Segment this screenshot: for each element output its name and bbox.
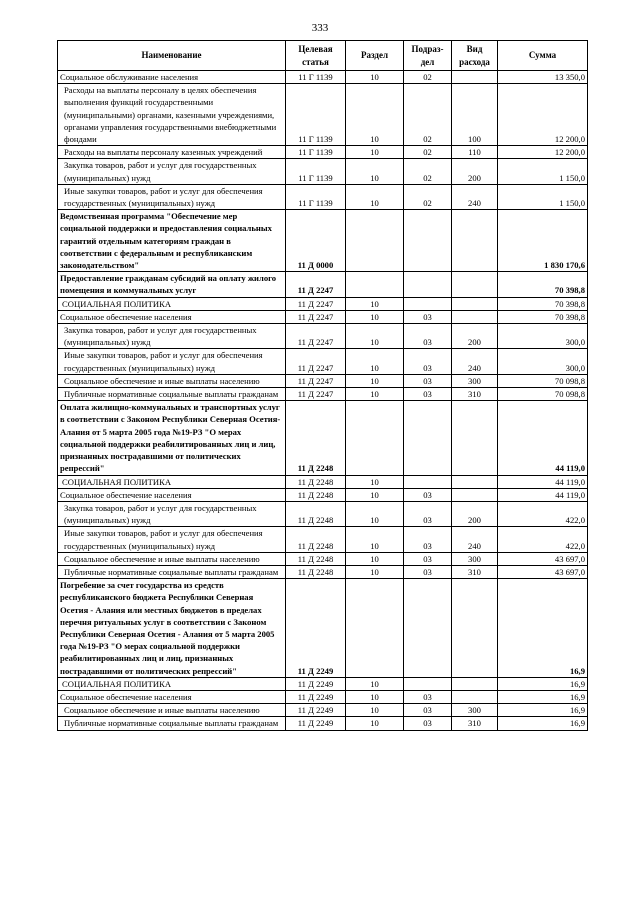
cell-subsection: 03 bbox=[404, 704, 452, 717]
cell-name: Иные закупки товаров, работ и услуг для обеспечения государственных (муниципальных) нужд bbox=[58, 349, 286, 374]
cell-name: Социальное обеспечение населения bbox=[58, 310, 286, 323]
cell-expense-type: 240 bbox=[452, 184, 498, 209]
table-row bbox=[58, 84, 588, 146]
table-row bbox=[58, 349, 588, 374]
cell-expense-type: 200 bbox=[452, 501, 498, 526]
cell-amount: 43 697,0 bbox=[498, 565, 588, 578]
header-subsection: Подраз- дел bbox=[404, 41, 452, 71]
cell-subsection: 02 bbox=[404, 84, 452, 146]
cell-subsection: 03 bbox=[404, 488, 452, 501]
cell-subsection: 03 bbox=[404, 388, 452, 401]
cell-name: СОЦИАЛЬНАЯ ПОЛИТИКА bbox=[58, 677, 286, 690]
cell-name: Оплата жилищно-коммунальных и транспортных услуг в соответствии с Законом Республики Северная Осетия-Алания от 5 марта 2005 года №19-РЗ "О мерах социальной поддержки реабилитированных лиц и лиц, признанных пострадавшими от политических репрессий" bbox=[58, 401, 286, 475]
header-expense-type: Вид расхода bbox=[452, 41, 498, 71]
cell-name: Социальное обеспечение населения bbox=[58, 488, 286, 501]
cell-target: 11 Д 2248 bbox=[286, 565, 346, 578]
table-row bbox=[58, 272, 588, 297]
table-row bbox=[58, 374, 588, 387]
cell-amount: 12 200,0 bbox=[498, 84, 588, 146]
cell-amount: 1 150,0 bbox=[498, 159, 588, 184]
cell-target: 11 Д 2247 bbox=[286, 297, 346, 310]
cell-section: 10 bbox=[346, 704, 404, 717]
cell-expense-type: 310 bbox=[452, 565, 498, 578]
cell-amount: 16,9 bbox=[498, 579, 588, 678]
cell-section: 10 bbox=[346, 310, 404, 323]
cell-target: 11 Д 2249 bbox=[286, 704, 346, 717]
table-row bbox=[58, 690, 588, 703]
cell-target: 11 Д 2249 bbox=[286, 717, 346, 730]
header-target: Целевая статья bbox=[286, 41, 346, 71]
cell-subsection: 02 bbox=[404, 146, 452, 159]
cell-name: Иные закупки товаров, работ и услуг для обеспечения государственных (муниципальных) нужд bbox=[58, 527, 286, 552]
cell-expense-type bbox=[452, 210, 498, 272]
cell-target: 11 Д 2247 bbox=[286, 349, 346, 374]
cell-expense-type: 240 bbox=[452, 527, 498, 552]
cell-subsection: 03 bbox=[404, 324, 452, 349]
cell-amount: 70 398,8 bbox=[498, 297, 588, 310]
cell-subsection: 02 bbox=[404, 184, 452, 209]
table-row bbox=[58, 324, 588, 349]
cell-target: 11 Д 2249 bbox=[286, 690, 346, 703]
cell-name: Публичные нормативные социальные выплаты гражданам bbox=[58, 717, 286, 730]
cell-section: 10 bbox=[346, 565, 404, 578]
cell-subsection bbox=[404, 297, 452, 310]
cell-subsection bbox=[404, 579, 452, 678]
cell-name: Социальное обеспечение населения bbox=[58, 690, 286, 703]
cell-target: 11 Д 2248 bbox=[286, 552, 346, 565]
cell-section: 10 bbox=[346, 324, 404, 349]
table-row bbox=[58, 159, 588, 184]
cell-amount: 300,0 bbox=[498, 349, 588, 374]
cell-name: Расходы на выплаты персоналу в целях обеспечения выполнения функций государственными (муниципальными) органами, казенными учреждениями, органами управления государственными внебюджетными фондами bbox=[58, 84, 286, 146]
cell-subsection bbox=[404, 475, 452, 488]
cell-section: 10 bbox=[346, 349, 404, 374]
cell-section: 10 bbox=[346, 184, 404, 209]
cell-section bbox=[346, 579, 404, 678]
cell-amount: 70 398,8 bbox=[498, 272, 588, 297]
cell-target: 11 Д 2248 bbox=[286, 401, 346, 475]
cell-amount: 1 150,0 bbox=[498, 184, 588, 209]
header-amount: Сумма bbox=[498, 41, 588, 71]
cell-expense-type: 110 bbox=[452, 146, 498, 159]
cell-section: 10 bbox=[346, 475, 404, 488]
cell-name: Публичные нормативные социальные выплаты гражданам bbox=[58, 565, 286, 578]
cell-target: 11 Г 1139 bbox=[286, 184, 346, 209]
cell-amount: 44 119,0 bbox=[498, 488, 588, 501]
cell-subsection: 03 bbox=[404, 374, 452, 387]
cell-expense-type bbox=[452, 71, 498, 84]
table-row bbox=[58, 71, 588, 84]
cell-name: Социальное обеспечение и иные выплаты населению bbox=[58, 374, 286, 387]
cell-name: Предоставление гражданам субсидий на оплату жилого помещения и коммунальных услуг bbox=[58, 272, 286, 297]
cell-section: 10 bbox=[346, 71, 404, 84]
table-row bbox=[58, 146, 588, 159]
cell-section: 10 bbox=[346, 388, 404, 401]
cell-expense-type bbox=[452, 677, 498, 690]
cell-amount: 70 098,8 bbox=[498, 388, 588, 401]
cell-amount: 16,9 bbox=[498, 717, 588, 730]
cell-name: СОЦИАЛЬНАЯ ПОЛИТИКА bbox=[58, 297, 286, 310]
cell-target: 11 Д 2249 bbox=[286, 677, 346, 690]
cell-amount: 300,0 bbox=[498, 324, 588, 349]
cell-expense-type: 300 bbox=[452, 374, 498, 387]
cell-name: Публичные нормативные социальные выплаты гражданам bbox=[58, 388, 286, 401]
cell-target: 11 Г 1139 bbox=[286, 71, 346, 84]
cell-target: 11 Д 2249 bbox=[286, 579, 346, 678]
table-header-row bbox=[58, 41, 588, 71]
cell-target: 11 Д 2248 bbox=[286, 475, 346, 488]
table-row bbox=[58, 475, 588, 488]
budget-table bbox=[57, 40, 588, 731]
cell-section bbox=[346, 210, 404, 272]
cell-target: 11 Д 2248 bbox=[286, 527, 346, 552]
cell-target: 11 Д 2247 bbox=[286, 374, 346, 387]
table-row bbox=[58, 565, 588, 578]
cell-expense-type: 200 bbox=[452, 159, 498, 184]
table-row bbox=[58, 552, 588, 565]
cell-amount: 70 398,8 bbox=[498, 310, 588, 323]
cell-expense-type bbox=[452, 310, 498, 323]
cell-target: 11 Д 2248 bbox=[286, 501, 346, 526]
table-row bbox=[58, 488, 588, 501]
cell-name: Социальное обеспечение и иные выплаты населению bbox=[58, 552, 286, 565]
cell-name: СОЦИАЛЬНАЯ ПОЛИТИКА bbox=[58, 475, 286, 488]
cell-expense-type bbox=[452, 690, 498, 703]
cell-section: 10 bbox=[346, 297, 404, 310]
cell-expense-type: 310 bbox=[452, 717, 498, 730]
cell-name: Социальное обеспечение и иные выплаты населению bbox=[58, 704, 286, 717]
cell-subsection bbox=[404, 401, 452, 475]
cell-section: 10 bbox=[346, 527, 404, 552]
table-row bbox=[58, 579, 588, 678]
cell-section: 10 bbox=[346, 717, 404, 730]
cell-amount: 13 350,0 bbox=[498, 71, 588, 84]
table-row bbox=[58, 388, 588, 401]
cell-expense-type bbox=[452, 297, 498, 310]
cell-subsection: 03 bbox=[404, 501, 452, 526]
cell-target: 11 Д 2248 bbox=[286, 488, 346, 501]
cell-expense-type bbox=[452, 272, 498, 297]
cell-name: Погребение за счет государства из средств республиканского бюджета Республики Северная Осетия - Алания или местных бюджетов в пределах перечня ритуальных услуг в соответствии с Законом Республики Северная Осетия - Алания от 5 марта 2005 года №19-РЗ "О мерах социальной поддержки реабилитированных лиц и лиц, признанных пострадавшими от политических репрессий" bbox=[58, 579, 286, 678]
cell-amount: 16,9 bbox=[498, 677, 588, 690]
cell-target: 11 Д 2247 bbox=[286, 324, 346, 349]
table-row bbox=[58, 210, 588, 272]
page-number: 333 bbox=[311, 22, 329, 34]
cell-expense-type bbox=[452, 579, 498, 678]
cell-target: 11 Д 2247 bbox=[286, 310, 346, 323]
cell-amount: 44 119,0 bbox=[498, 475, 588, 488]
cell-section bbox=[346, 272, 404, 297]
table-row bbox=[58, 401, 588, 475]
cell-amount: 422,0 bbox=[498, 527, 588, 552]
cell-subsection: 03 bbox=[404, 527, 452, 552]
cell-amount: 1 830 170,6 bbox=[498, 210, 588, 272]
header-section: Раздел bbox=[346, 41, 404, 71]
cell-subsection: 03 bbox=[404, 310, 452, 323]
cell-target: 11 Г 1139 bbox=[286, 159, 346, 184]
table-row bbox=[58, 297, 588, 310]
cell-target: 11 Г 1139 bbox=[286, 84, 346, 146]
cell-section: 10 bbox=[346, 501, 404, 526]
cell-section: 10 bbox=[346, 159, 404, 184]
cell-subsection: 03 bbox=[404, 690, 452, 703]
cell-section: 10 bbox=[346, 488, 404, 501]
cell-section: 10 bbox=[346, 374, 404, 387]
cell-section: 10 bbox=[346, 84, 404, 146]
cell-name: Закупка товаров, работ и услуг для государственных (муниципальных) нужд bbox=[58, 324, 286, 349]
table-row bbox=[58, 527, 588, 552]
cell-subsection bbox=[404, 210, 452, 272]
cell-subsection: 02 bbox=[404, 159, 452, 184]
cell-subsection bbox=[404, 272, 452, 297]
cell-amount: 43 697,0 bbox=[498, 552, 588, 565]
cell-name: Закупка товаров, работ и услуг для государственных (муниципальных) нужд bbox=[58, 159, 286, 184]
table-row bbox=[58, 310, 588, 323]
cell-expense-type bbox=[452, 488, 498, 501]
cell-subsection: 02 bbox=[404, 71, 452, 84]
cell-expense-type bbox=[452, 401, 498, 475]
cell-target: 11 Г 1139 bbox=[286, 146, 346, 159]
cell-target: 11 Д 0000 bbox=[286, 210, 346, 272]
cell-subsection: 03 bbox=[404, 717, 452, 730]
cell-subsection: 03 bbox=[404, 565, 452, 578]
cell-amount: 12 200,0 bbox=[498, 146, 588, 159]
table-row bbox=[58, 677, 588, 690]
cell-section bbox=[346, 401, 404, 475]
table-row bbox=[58, 184, 588, 209]
cell-amount: 70 098,8 bbox=[498, 374, 588, 387]
cell-expense-type: 300 bbox=[452, 552, 498, 565]
cell-amount: 16,9 bbox=[498, 690, 588, 703]
cell-name: Закупка товаров, работ и услуг для государственных (муниципальных) нужд bbox=[58, 501, 286, 526]
cell-expense-type: 200 bbox=[452, 324, 498, 349]
cell-expense-type bbox=[452, 475, 498, 488]
cell-expense-type: 300 bbox=[452, 704, 498, 717]
cell-subsection: 03 bbox=[404, 552, 452, 565]
cell-target: 11 Д 2247 bbox=[286, 272, 346, 297]
cell-expense-type: 100 bbox=[452, 84, 498, 146]
cell-name: Ведомственная программа "Обеспечение мер социальной поддержки и предоставления социальных гарантий отдельным категориям граждан в соответствии с федеральным и республиканским законодательством" bbox=[58, 210, 286, 272]
cell-amount: 422,0 bbox=[498, 501, 588, 526]
cell-section: 10 bbox=[346, 552, 404, 565]
header-name: Наименование bbox=[58, 41, 286, 71]
table-row bbox=[58, 704, 588, 717]
table-row bbox=[58, 717, 588, 730]
cell-target: 11 Д 2247 bbox=[286, 388, 346, 401]
cell-name: Социальное обслуживание населения bbox=[58, 71, 286, 84]
cell-subsection bbox=[404, 677, 452, 690]
cell-expense-type: 310 bbox=[452, 388, 498, 401]
cell-amount: 16,9 bbox=[498, 704, 588, 717]
cell-expense-type: 240 bbox=[452, 349, 498, 374]
table-row bbox=[58, 501, 588, 526]
cell-section: 10 bbox=[346, 146, 404, 159]
cell-name: Иные закупки товаров, работ и услуг для обеспечения государственных (муниципальных) нужд bbox=[58, 184, 286, 209]
cell-section: 10 bbox=[346, 690, 404, 703]
cell-name: Расходы на выплаты персоналу казенных учреждений bbox=[58, 146, 286, 159]
cell-amount: 44 119,0 bbox=[498, 401, 588, 475]
cell-section: 10 bbox=[346, 677, 404, 690]
cell-subsection: 03 bbox=[404, 349, 452, 374]
